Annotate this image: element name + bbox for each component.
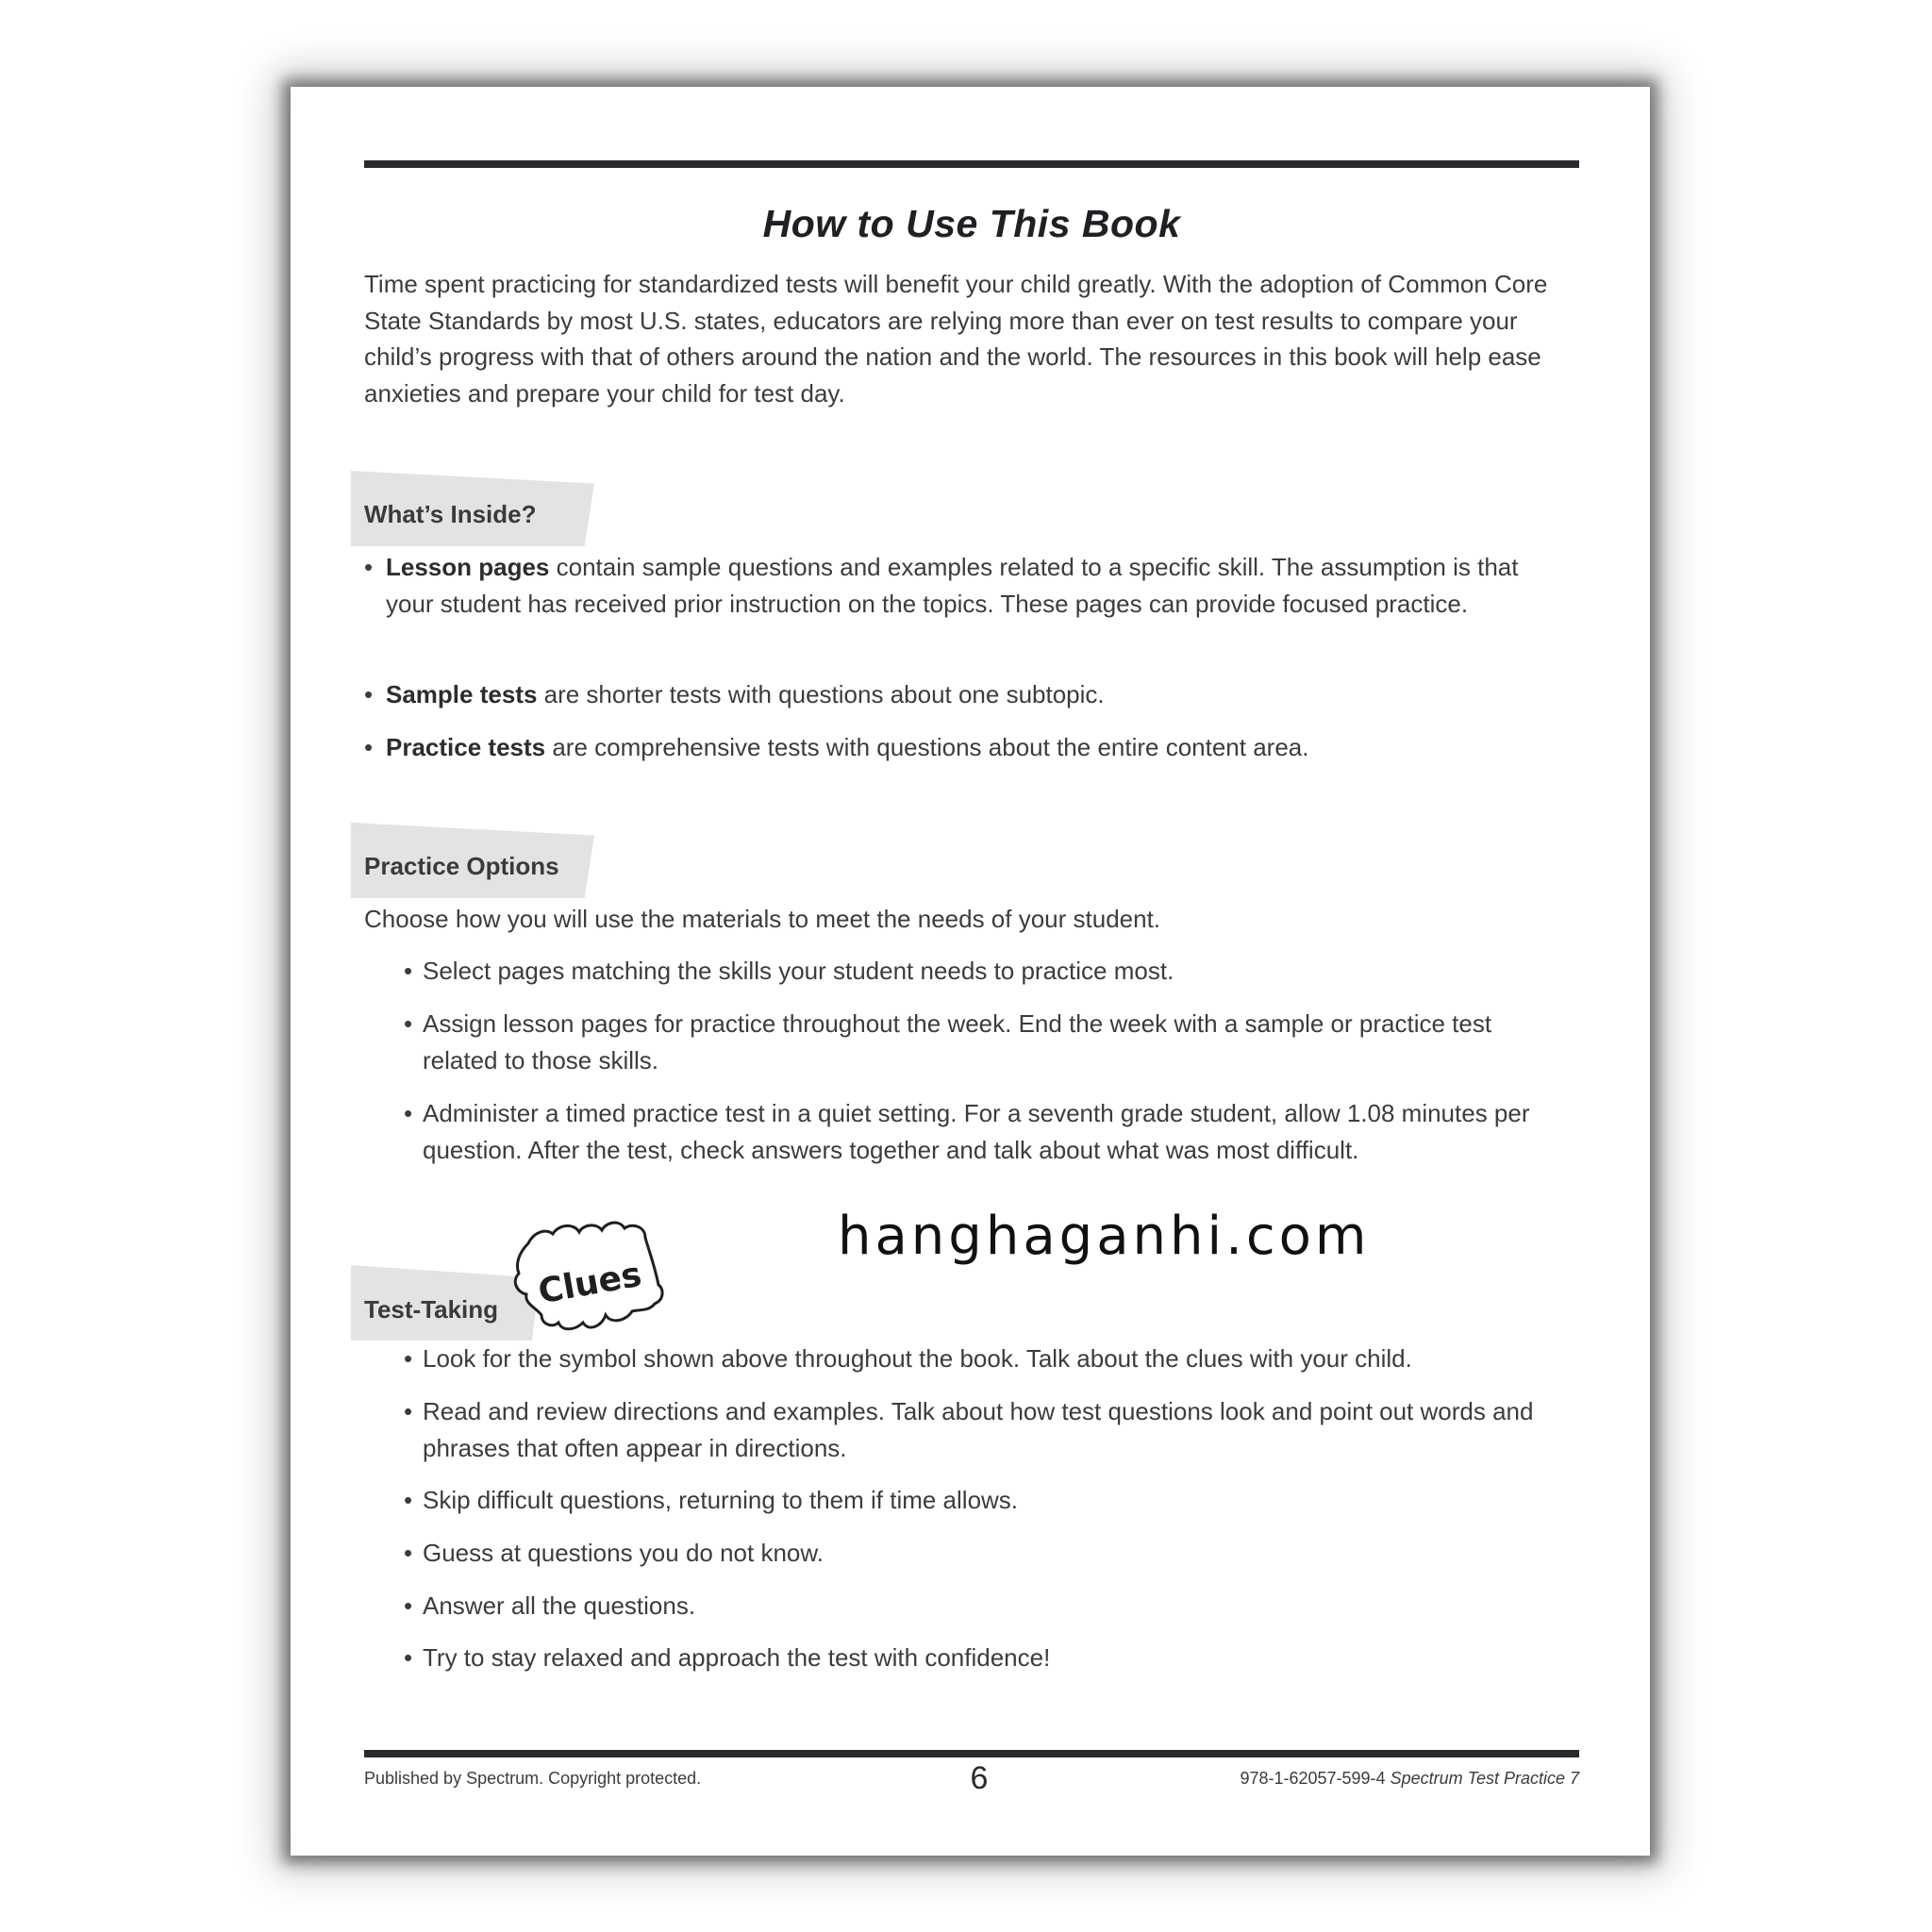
- list-item: [404, 1095, 1592, 1168]
- page-number: 6: [970, 1760, 989, 1796]
- list-item: [404, 1588, 1592, 1624]
- list-item: [404, 1640, 1592, 1676]
- list-item-text: are comprehensive tests with questions about the entire content area.: [545, 733, 1309, 761]
- list-item-text: Guess at questions you do not know.: [423, 1539, 824, 1567]
- footer-book-title: Spectrum Test Practice 7: [1390, 1769, 1579, 1788]
- practice-options-heading: Practice Options: [364, 852, 559, 880]
- list-item: [404, 953, 1592, 990]
- list-item: [404, 1006, 1592, 1078]
- document-page: [291, 87, 1650, 1856]
- list-item: [364, 729, 1581, 766]
- list-item-term: Lesson pages: [386, 553, 550, 581]
- bullet-dot: •: [404, 1099, 413, 1127]
- bullet-dot: •: [364, 733, 374, 761]
- list-item: [404, 1393, 1592, 1466]
- bullet-dot: •: [404, 1009, 413, 1038]
- list-item-text: Administer a timed practice test in a quiet setting. For a seventh grade student, allow 1.08 minutes per question. After the test, check answers together and talk about what was most difficult.: [423, 1099, 1530, 1164]
- bullet-dot: •: [404, 957, 413, 985]
- list-item-text: Skip difficult questions, returning to them if time allows.: [423, 1486, 1019, 1514]
- list-item: [364, 676, 1581, 713]
- list-item-text: Try to stay relaxed and approach the test with confidence!: [423, 1643, 1051, 1672]
- bullet-dot: •: [404, 1397, 413, 1425]
- watermark: hanghaganhi.com: [838, 1206, 1371, 1267]
- list-item-text: Select pages matching the skills your student needs to practice most.: [423, 957, 1174, 985]
- list-item-text: are shorter tests with questions about one subtopic.: [537, 680, 1105, 708]
- test-taking-heading: Test-Taking: [364, 1295, 499, 1324]
- whats-inside-heading: What’s Inside?: [364, 500, 537, 528]
- bottom-rule: [364, 1750, 1579, 1757]
- list-item-term: Practice tests: [386, 733, 546, 761]
- list-item-text: Answer all the questions.: [423, 1591, 696, 1620]
- list-item: [364, 549, 1581, 622]
- list-item-text: Assign lesson pages for practice throughout the week. End the week with a sample or practice test related to those skills.: [423, 1009, 1492, 1074]
- list-item-text: contain sample questions and examples related to a specific skill. The assumption is that your student has received prior instruction on the topics. These pages can provide focused practice.: [386, 553, 1519, 618]
- footer-isbn: 978-1-62057-599-4: [1240, 1769, 1386, 1788]
- footer-publisher: Published by Spectrum. Copyright protected.: [364, 1769, 702, 1788]
- bullet-dot: •: [404, 1486, 413, 1514]
- list-item: [404, 1535, 1592, 1572]
- bullet-dot: •: [364, 553, 374, 581]
- clues-badge-label: Clues: [535, 1255, 645, 1312]
- bullet-dot: •: [404, 1643, 413, 1672]
- list-item: [404, 1341, 1592, 1377]
- bullet-dot: •: [404, 1344, 413, 1373]
- page-title: How to Use This Book: [762, 202, 1181, 245]
- list-item-text: Look for the symbol shown above throughout the book. Talk about the clues with your child.: [423, 1344, 1412, 1373]
- footer-book-info: [1240, 1769, 1579, 1789]
- top-rule: [364, 160, 1579, 168]
- bullet-dot: •: [404, 1591, 413, 1620]
- list-item-term: Sample tests: [386, 680, 538, 708]
- clues-puzzle-icon: [508, 1219, 668, 1340]
- bullet-dot: •: [364, 680, 374, 708]
- bullet-dot: •: [404, 1539, 413, 1567]
- intro-paragraph: Time spent practicing for standardized tests will benefit your child greatly. With the adoption of Common Core State Standards by most U.S. states, educators are relying more than ever on test results to compare your child’s progress with that of others around the nation and the world. The resources in this book will help ease anxieties and prepare your child for test day.: [364, 270, 1548, 408]
- practice-options-intro: Choose how you will use the materials to meet the needs of your student.: [364, 905, 1161, 933]
- list-item: [404, 1482, 1592, 1519]
- list-item-text: Read and review directions and examples. Talk about how test questions look and point out words and phrases that often appear in directions.: [423, 1397, 1534, 1462]
